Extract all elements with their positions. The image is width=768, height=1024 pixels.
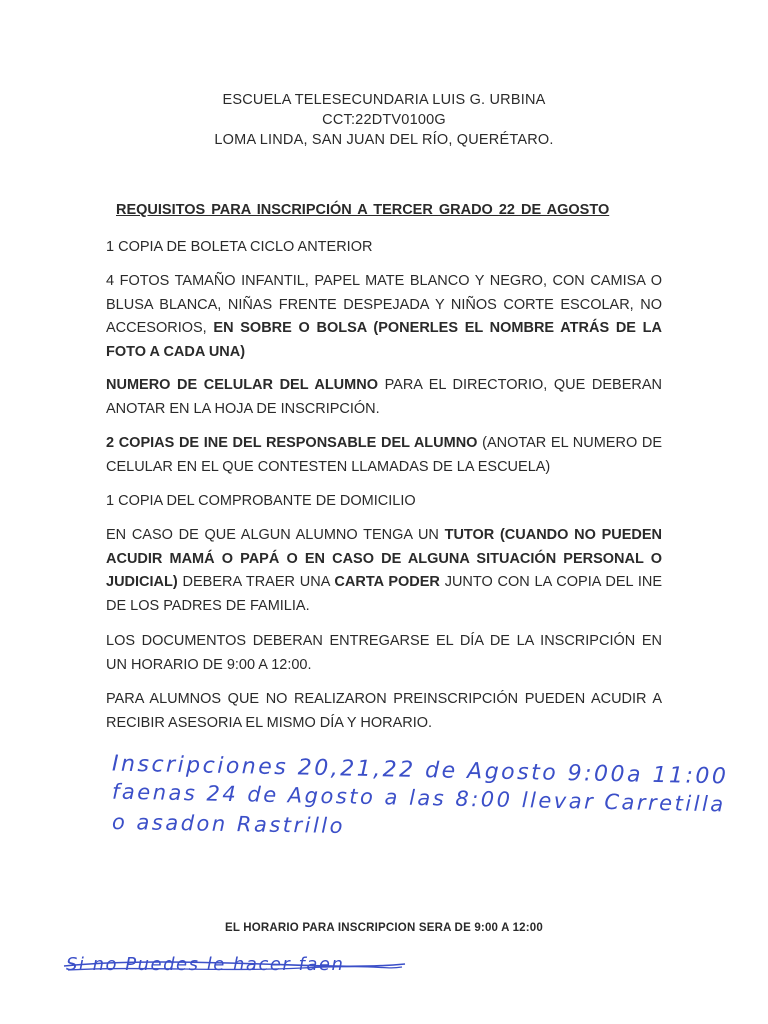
handwritten-line-3: o asadon Rastrillo	[111, 809, 346, 839]
req-boleta: 1 COPIA DE BOLETA CICLO ANTERIOR	[106, 239, 373, 255]
school-name: ESCUELA TELESECUNDARIA LUIS G. URBINA	[222, 92, 546, 108]
req-preinscripcion: PARA ALUMNOS QUE NO REALIZARON PREINSCRIPCIÓN PUEDEN ACUDIR A RECIBIR ASESORIA EL MISMO DÍA Y HORARIO.	[106, 691, 662, 731]
struck-note-text: Si no Puedes le hacer faen	[66, 954, 345, 975]
school-header	[0, 90, 768, 150]
req-fotos-text: 4 FOTOS TAMAÑO INFANTIL, PAPEL MATE BLANCO Y NEGRO, CON CAMISA O BLUSA BLANCA, NIÑAS FRENTE DESPEJADA Y NIÑOS CORTE ESCOLAR, NO ACCESORIOS,	[106, 273, 662, 336]
handwritten-line-1: Inscripciones 20,21,22 de Agosto 9:00a 11:00	[111, 751, 729, 790]
req-ine-text: (ANOTAR EL NUMERO DE CELULAR EN EL QUE CONTESTEN LLAMADAS DE LA ESCUELA)	[106, 435, 663, 475]
req-celular-bold: NUMERO DE CELULAR DEL ALUMNO	[106, 377, 378, 393]
req-tutor: EN CASO DE QUE ALGUN ALUMNO TENGA UN TUTOR (CUANDO NO PUEDEN ACUDIR MAMÁ O PAPÁ O EN CASO DE ALGUNA SITUACIÓN PERSONAL O JUDICIAL) DEBERA TRAER UNA CARTA PODER JUNTO CON LA COPIA DEL INE DE LOS PADRES DE FAMILIA.	[106, 527, 663, 614]
req-documentos: LOS DOCUMENTOS DEBERAN ENTREGARSE EL DÍA DE LA INSCRIPCIÓN EN UN HORARIO DE 9:00 A 12:00.	[106, 633, 662, 673]
req-fotos	[106, 270, 662, 364]
req-ine	[106, 432, 662, 479]
school-cct: CCT:22DTV0100G	[322, 112, 446, 128]
req-fotos-bold: EN SOBRE O BOLSA (PONERLES EL NOMBRE ATRÁS DE LA FOTO A CADA UNA)	[106, 320, 662, 360]
struck-handwritten-note	[62, 952, 407, 982]
req-domicilio: 1 COPIA DEL COMPROBANTE DE DOMICILIO	[106, 493, 416, 509]
handwritten-line-2: faenas 24 de Agosto a las 8:00 llevar Carretilla	[111, 779, 726, 817]
req-celular	[106, 374, 662, 421]
schedule-footer: EL HORARIO PARA INSCRIPCION SERA DE 9:00 A 12:00	[224, 922, 544, 934]
req-ine-bold: 2 COPIAS DE INE DEL RESPONSABLE DEL ALUMNO	[106, 435, 478, 451]
strikethrough-scribble	[62, 952, 407, 982]
requirements-title: REQUISITOS PARA INSCRIPCIÓN A TERCER GRADO 22 DE AGOSTO	[116, 202, 610, 218]
req-celular-text: PARA EL DIRECTORIO, QUE DEBERAN ANOTAR EN LA HOJA DE INSCRIPCIÓN.	[106, 377, 662, 417]
school-location: LOMA LINDA, SAN JUAN DEL RÍO, QUERÉTARO.	[214, 132, 554, 148]
